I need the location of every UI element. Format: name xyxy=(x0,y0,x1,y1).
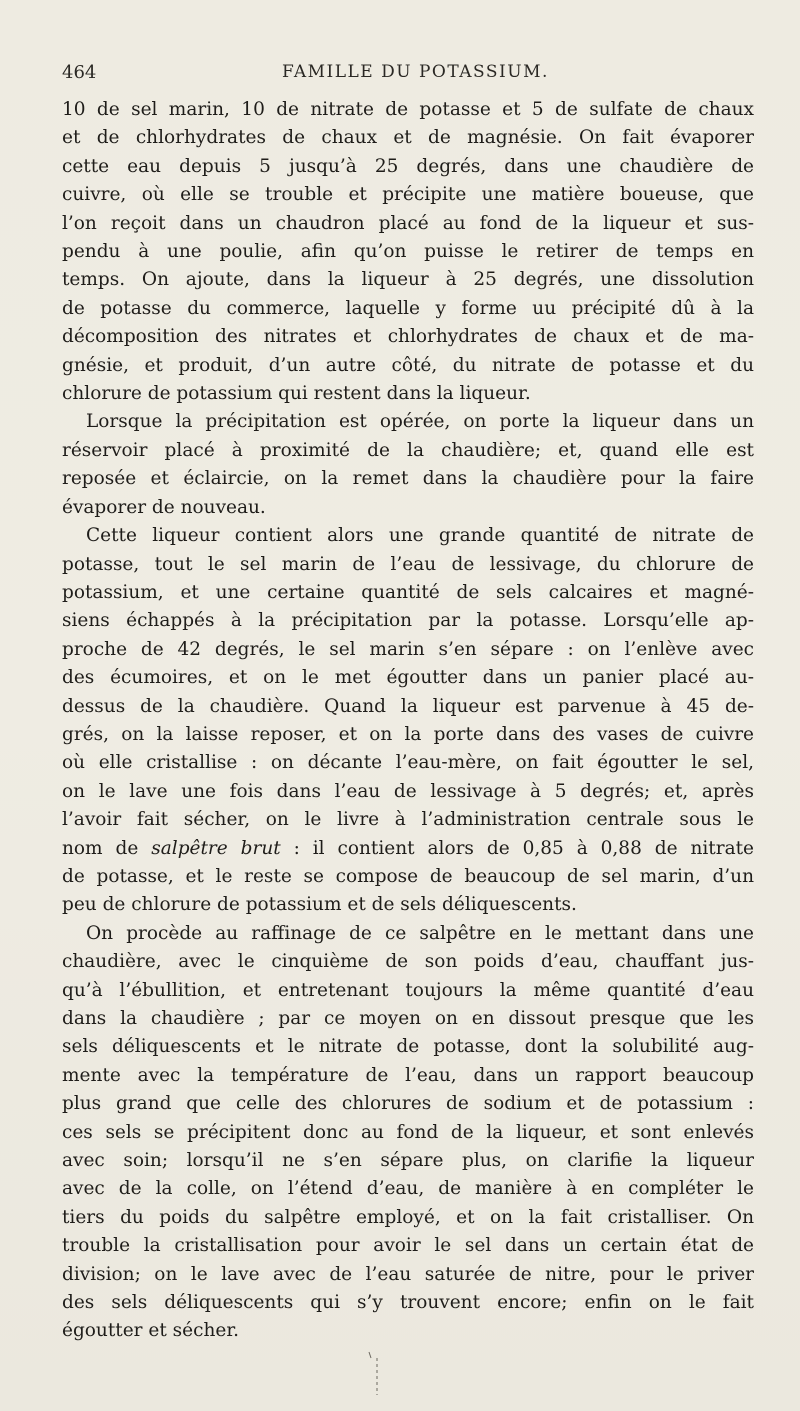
text-line: dessus de la chaudière. Quand la liqueur est parvenue à 45 de- xyxy=(62,695,754,717)
text-line: cuivre, où elle se trouble et précipite une matière boueuse, que xyxy=(62,184,754,206)
text-line: grés, on la laisse reposer, et on la porte dans des vases de cuivre xyxy=(62,723,754,745)
body-text xyxy=(62,96,754,1346)
italic-term: salpêtre brut xyxy=(151,837,281,859)
printer-mark-icon xyxy=(355,1340,385,1400)
text-line xyxy=(62,835,754,863)
text-line: cette eau depuis 5 jusqu’à 25 degrés, dans une chaudière de xyxy=(62,155,754,177)
text-line: chlorure de potassium qui restent dans la liqueur. xyxy=(62,383,531,405)
text-line: tiers du poids du salpêtre employé, et on la fait cristalliser. On xyxy=(62,1206,754,1228)
text-line: évaporer de nouveau. xyxy=(62,496,266,518)
text-line: dans la chaudière ; par ce moyen on en dissout presque que les xyxy=(62,1008,754,1029)
text-line: décomposition des nitrates et chlorhydrates de chaux et de ma- xyxy=(62,326,754,348)
text-line: l’avoir fait sécher, on le livre à l’administration centrale sous le xyxy=(62,809,754,831)
page-header xyxy=(62,62,754,90)
text-line: proche de 42 degrés, le sel marin s’en sépare : on l’enlève avec xyxy=(62,638,754,660)
text-line: siens échappés à la précipitation par la potasse. Lorsqu’elle ap- xyxy=(62,610,754,632)
text-line: ces sels se précipitent donc au fond de la liqueur, et sont enlevés xyxy=(62,1121,754,1143)
text-line: qu’à l’ébullition, et entretenant toujours la même quantité d’eau xyxy=(62,979,754,1001)
text-line: on le lave une fois dans l’eau de lessivage à 5 degrés; et, après xyxy=(62,780,754,802)
text-line: des écumoires, et on le met égoutter dans un panier placé au- xyxy=(62,667,754,689)
text-line: des sels déliquescents qui s’y trouvent encore; enfin on le fait xyxy=(62,1292,754,1314)
text-line: plus grand que celle des chlorures de sodium et de potassium : xyxy=(62,1093,754,1115)
page-number: 464 xyxy=(62,62,97,83)
text-line: reposée et éclaircie, on la remet dans la chaudière pour la faire xyxy=(62,468,754,490)
text-line: l’on reçoit dans un chaudron placé au fond de la liqueur et sus- xyxy=(62,212,754,234)
text-line: On procède au raffinage de ce salpêtre en le mettant dans une xyxy=(86,922,754,944)
text-line: avec de la colle, on l’étend d’eau, de manière à en compléter le xyxy=(62,1178,754,1200)
text-line: potasse, tout le sel marin de l’eau de lessivage, du chlorure de xyxy=(62,553,754,575)
text-line: où elle cristallise : on décante l’eau-mère, on fait égoutter le sel, xyxy=(62,752,754,774)
running-head: FAMILLE DU POTASSIUM. xyxy=(282,62,549,82)
text-line: potassium, et une certaine quantité de sels calcaires et magné- xyxy=(62,581,754,603)
text-line: de potasse du commerce, laquelle y forme uu précipité dû à la xyxy=(62,297,754,319)
text-line: de potasse, et le reste se compose de beaucoup de sel marin, d’un xyxy=(62,865,754,887)
text-line: et de chlorhydrates de chaux et de magnésie. On fait évaporer xyxy=(62,127,754,149)
text-line: avec soin; lorsqu’il ne s’en sépare plus, on clarifie la liqueur xyxy=(62,1150,754,1172)
text-line: chaudière, avec le cinquième de son poids d’eau, chauffant jus- xyxy=(62,951,754,973)
text-line: réservoir placé à proximité de la chaudière; et, quand elle est xyxy=(62,439,754,461)
text-line: Cette liqueur contient alors une grande quantité de nitrate de xyxy=(86,525,754,547)
text-line: sels déliquescents et le nitrate de potasse, dont la solubilité aug- xyxy=(62,1036,754,1058)
text-line: égoutter et sécher. xyxy=(62,1320,240,1342)
text-line: trouble la cristallisation pour avoir le sel dans un certain état de xyxy=(62,1235,754,1257)
text-line: division; on le lave avec de l’eau saturée de nitre, pour le priver xyxy=(62,1263,754,1285)
text-line: pendu à une poulie, afin qu’on puisse le retirer de temps en xyxy=(62,241,754,263)
text-line: Lorsque la précipitation est opérée, on porte la liqueur dans un xyxy=(86,411,754,433)
text-line: mente avec la température de l’eau, dans un rapport beaucoup xyxy=(62,1064,754,1086)
text-segment: nom de xyxy=(62,837,152,859)
text-line: temps. On ajoute, dans la liqueur à 25 degrés, une dissolution xyxy=(62,269,754,291)
text-line: 10 de sel marin, 10 de nitrate de potasse et 5 de sulfate de chaux xyxy=(62,99,754,120)
text-line: peu de chlorure de potassium et de sels déliquescents. xyxy=(62,894,577,916)
text-segment: : il contient alors de 0,85 à 0,88 de nitrate xyxy=(280,837,755,859)
text-line: gnésie, et produit, d’un autre côté, du nitrate de potasse et du xyxy=(62,354,754,376)
